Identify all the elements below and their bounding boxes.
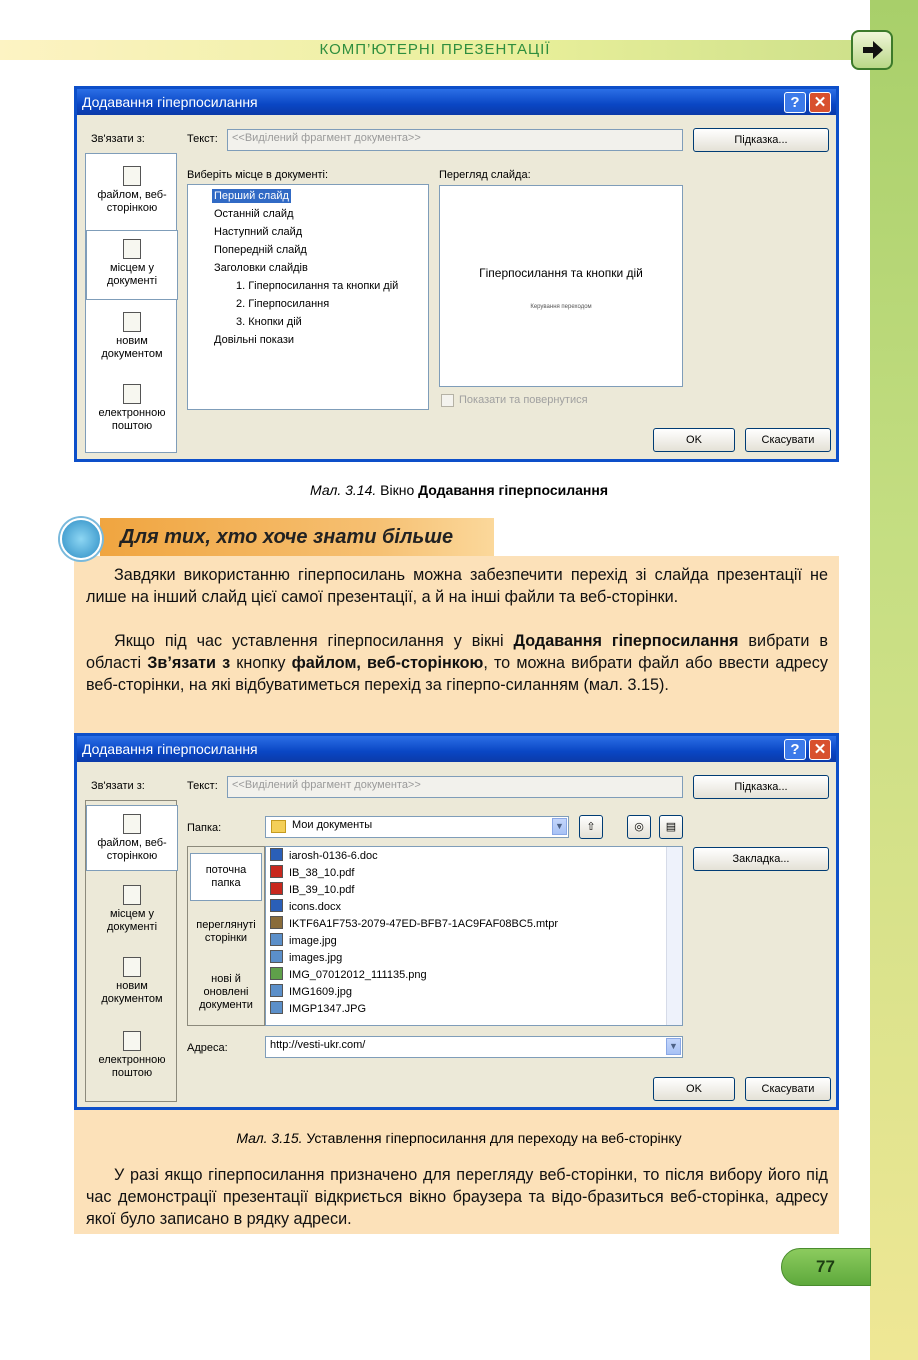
text-field[interactable]: <<Виділений фрагмент документа>> [227, 776, 683, 798]
folder-icon [271, 820, 286, 833]
dialog-title: Додавання гіперпосилання [82, 741, 258, 757]
link-label: файлом, веб-сторінкою [97, 189, 167, 214]
caption-text: Вікно [376, 482, 419, 498]
side-strip [870, 0, 918, 1360]
checkbox-label: Показати та повернутися [459, 394, 588, 406]
image-file-icon [270, 1001, 283, 1014]
browse-nav [187, 846, 265, 1026]
show-and-return-checkbox[interactable] [441, 394, 454, 407]
link-new-document[interactable] [86, 957, 178, 1006]
link-label: файлом, веб-сторінкою [97, 837, 167, 862]
file-icon [123, 814, 141, 834]
folder-value: Мои документы [292, 819, 373, 831]
figure-caption-1 [0, 482, 918, 498]
caption-number: Мал. 3.14. [310, 482, 377, 498]
link-email[interactable] [86, 384, 178, 433]
word-file-icon [270, 899, 283, 912]
folder-label: Папка: [187, 822, 222, 834]
nav-current-folder[interactable]: поточна папка [190, 853, 262, 901]
paragraph-2: Якщо під час уставлення гіперпосилання у вікні Додавання гіперпосилання вибрати в області Зв’язати з кнопку файлом, веб-сторінкою, то можна вибрати файл або ввести адресу веб-сторінки, на які відбуватиметься перехід за гіперпо-силанням (мал. 3.15). [86, 632, 828, 694]
file-list[interactable] [265, 846, 683, 1026]
address-input[interactable] [265, 1036, 683, 1058]
dialog-titlebar [77, 89, 836, 115]
chevron-down-icon[interactable]: ▼ [552, 818, 567, 835]
link-label: електронною поштою [98, 1054, 166, 1079]
list-item[interactable]: IKTF6A1F753-2079-47ED-BFB7-1AC9FAF08BC5.mtpr [270, 915, 558, 933]
help-icon[interactable]: ? [784, 92, 806, 113]
dialog-title: Додавання гіперпосилання [82, 94, 258, 110]
preview-subtitle: Керування переходом [530, 304, 592, 310]
tree-item[interactable]: Останній слайд [214, 208, 294, 220]
list-item[interactable]: IMG1609.jpg [270, 983, 352, 1001]
browse-web-button[interactable] [627, 815, 651, 839]
up-folder-button[interactable] [579, 815, 603, 839]
chevron-down-icon[interactable]: ▼ [666, 1038, 681, 1055]
paragraph-1: Завдяки використанню гіперпосилань можна забезпечити перехід зі слайда презентації не лише на інший слайд цієї самої презентації, а й на інші файли та веб-сторінки. [86, 566, 828, 606]
link-label: новим документом [101, 335, 163, 360]
figure-caption-2 [0, 1130, 918, 1146]
text-field[interactable]: <<Виділений фрагмент документа>> [227, 129, 683, 151]
hint-button[interactable]: Підказка... [693, 775, 829, 799]
place-label: Виберіть місце в документі: [187, 169, 329, 181]
file-icon [270, 916, 283, 929]
section-title: Для тих, хто хоче знати більше [120, 526, 454, 548]
section-heading [60, 518, 494, 556]
preview-label: Перегляд слайда: [439, 169, 531, 181]
list-item[interactable]: IMG_07012012_111135.png [270, 966, 427, 984]
caption-bold: Додавання гіперпосилання [418, 482, 608, 498]
list-item[interactable]: images.jpg [270, 949, 342, 967]
nav-recent-files[interactable]: нові й оновлені документи [199, 973, 253, 1011]
folder-select[interactable] [265, 816, 569, 838]
link-file-webpage[interactable] [86, 166, 178, 215]
list-item[interactable]: image.jpg [270, 932, 337, 950]
list-item[interactable]: IMGP1347.JPG [270, 1000, 366, 1018]
list-item[interactable]: iarosh-0136-6.doc [270, 847, 378, 865]
link-label: місцем у документі [106, 262, 158, 287]
close-icon[interactable]: ✕ [809, 739, 831, 760]
text-label: Текст: [187, 133, 218, 145]
tree-item[interactable]: 3. Кнопки дій [236, 316, 302, 328]
pdf-file-icon [270, 865, 283, 878]
link-to-label: Зв'язати з: [91, 780, 145, 792]
tree-item[interactable]: Довільні покази [214, 334, 295, 346]
file-icon [123, 166, 141, 186]
dialog-titlebar [77, 736, 836, 762]
document-place-icon [123, 885, 141, 905]
close-icon[interactable]: ✕ [809, 92, 831, 113]
link-label: місцем у документі [106, 908, 158, 933]
bookmark-button[interactable]: Закладка... [693, 847, 829, 871]
page-header-title: КОМП’ЮТЕРНІ ПРЕЗЕНТАЦІЇ [319, 41, 551, 58]
new-document-icon [123, 957, 141, 977]
file-list-scrollbar[interactable] [666, 847, 682, 1025]
caption-text: Уставлення гіперпосилання для переходу на веб-сторінку [302, 1130, 682, 1146]
pdf-file-icon [270, 882, 283, 895]
cancel-button[interactable]: Скасувати [745, 1077, 831, 1101]
tree-item[interactable]: 1. Гіперпосилання та кнопки дій [236, 280, 399, 292]
link-to-bar [85, 153, 177, 453]
hint-button[interactable]: Підказка... [693, 128, 829, 152]
email-icon [123, 384, 141, 404]
tree-item[interactable]: Попередній слайд [214, 244, 307, 256]
tree-item[interactable]: 2. Гіперпосилання [236, 298, 330, 310]
info-badge-icon [60, 518, 102, 560]
tree-item[interactable]: Наступний слайд [214, 226, 303, 238]
preview-title: Гіперпосилання та кнопки дій [479, 266, 643, 280]
page-number: 77 [781, 1248, 871, 1286]
open-folder-icon: ▤ [665, 821, 677, 833]
help-icon[interactable]: ? [784, 739, 806, 760]
address-label: Адреса: [187, 1042, 228, 1054]
cancel-button[interactable]: Скасувати [745, 428, 831, 452]
list-item[interactable]: IB_39_10.pdf [270, 881, 354, 899]
nav-browsed-pages[interactable]: переглянуті сторінки [196, 919, 256, 944]
hyperlink-dialog-1 [74, 86, 839, 462]
up-folder-icon: ⇧ [586, 821, 596, 833]
image-file-icon [270, 950, 283, 963]
tree-item[interactable]: Заголовки слайдів [214, 262, 308, 274]
browse-file-button[interactable] [659, 815, 683, 839]
link-email[interactable] [86, 1031, 178, 1080]
link-to-bar [85, 800, 177, 1102]
image-file-icon [270, 933, 283, 946]
link-new-document[interactable] [86, 312, 178, 361]
link-label: електронною поштою [98, 407, 166, 432]
link-place-in-document[interactable] [86, 230, 178, 300]
image-file-icon [270, 984, 283, 997]
document-place-icon [123, 239, 141, 259]
list-item[interactable]: IB_38_10.pdf [270, 864, 354, 882]
paragraph-3: У разі якщо гіперпосилання призначено для перегляду веб-сторінки, то після вибору його під час демонстрації презентації відкриється вікно браузера та відо-бразиться веб-сторінка, адресу якої було записано в рядку адреси. [86, 1166, 828, 1228]
link-file-webpage[interactable] [86, 805, 178, 871]
hyperlink-dialog-2 [74, 733, 839, 1110]
word-file-icon [270, 848, 283, 861]
address-value: http://vesti-ukr.com/ [270, 1039, 366, 1051]
caption-number: Мал. 3.15. [236, 1130, 303, 1146]
globe-search-icon: ◎ [634, 821, 644, 833]
ok-button[interactable]: OK [653, 428, 735, 452]
place-tree[interactable] [187, 184, 429, 410]
list-item[interactable]: icons.docx [270, 898, 341, 916]
next-page-button[interactable] [851, 30, 893, 70]
text-label: Текст: [187, 780, 218, 792]
email-icon [123, 1031, 141, 1051]
link-label: новим документом [101, 980, 163, 1005]
ok-button[interactable]: OK [653, 1077, 735, 1101]
arrow-right-icon [861, 39, 885, 61]
link-to-label: Зв'язати з: [91, 133, 145, 145]
tree-item[interactable]: Перший слайд [214, 190, 289, 202]
image-file-icon [270, 967, 283, 980]
link-place-in-document[interactable] [86, 885, 178, 934]
new-document-icon [123, 312, 141, 332]
slide-preview [439, 185, 683, 387]
